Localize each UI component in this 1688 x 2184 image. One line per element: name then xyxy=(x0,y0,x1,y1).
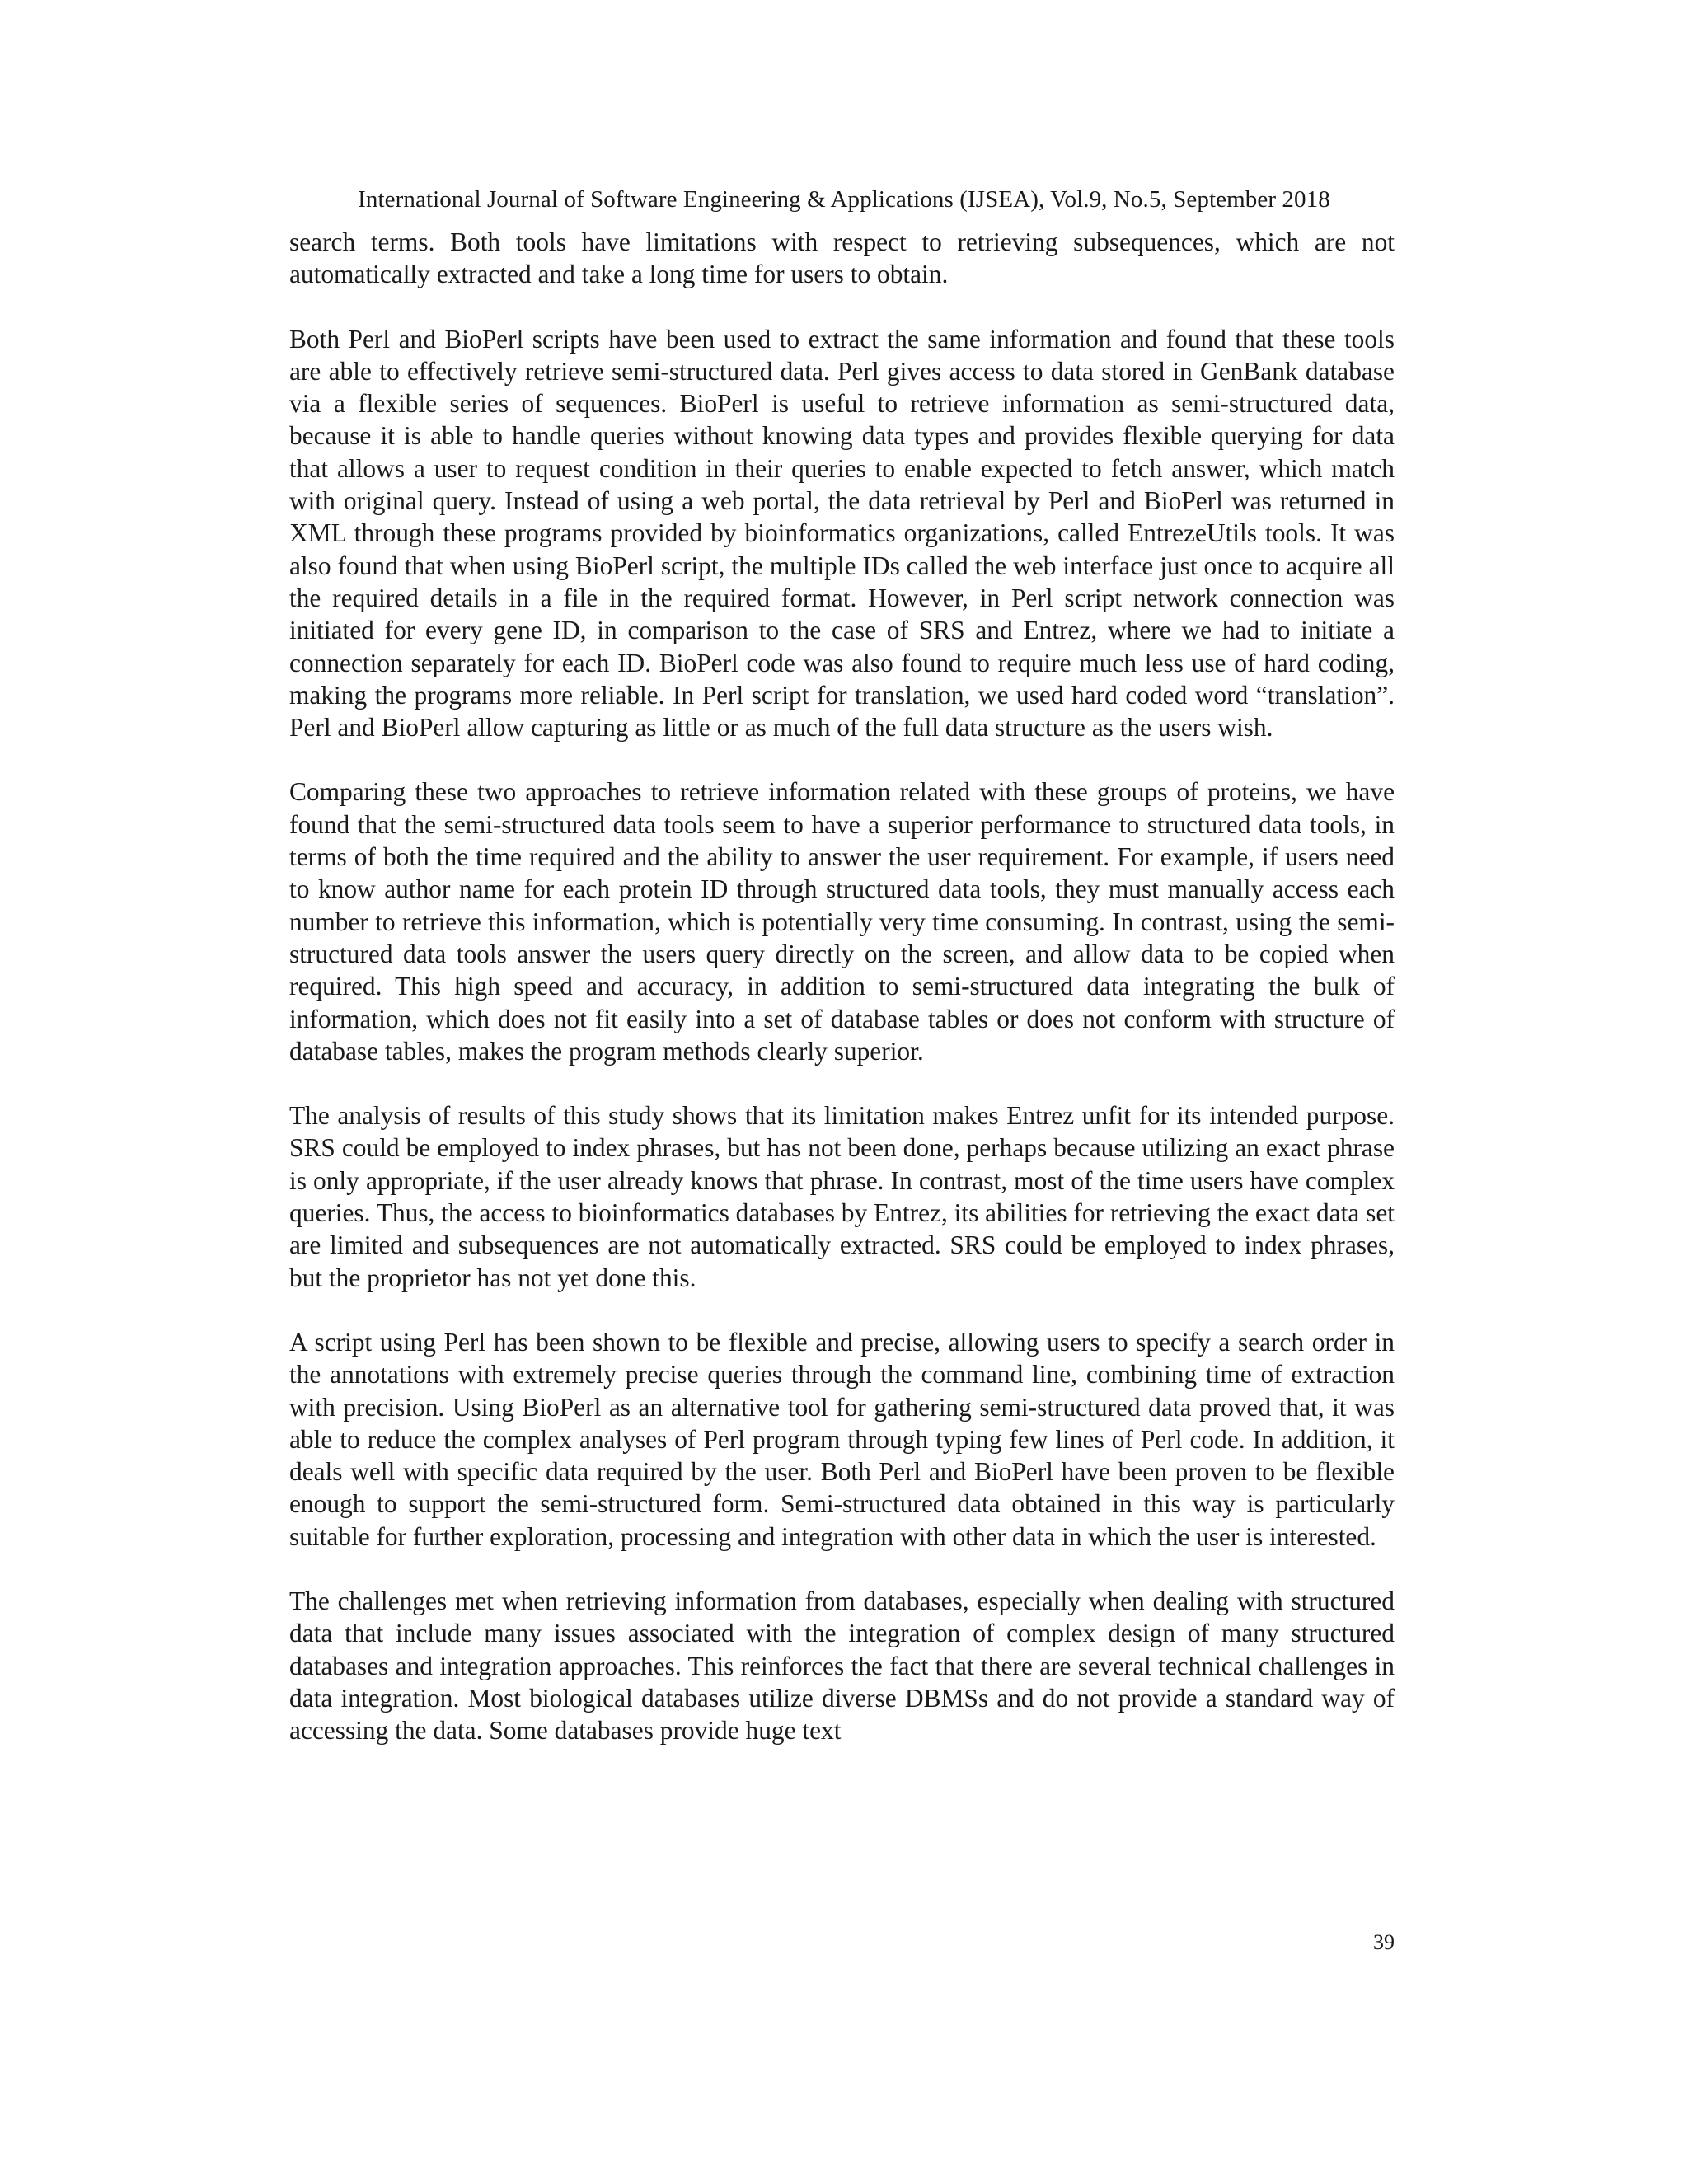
body-text xyxy=(289,226,1395,1746)
paragraph-perl-script-flexibility: A script using Perl has been shown to be flexible and precise, allowing users to specify a search order in the annotations with extremely precise queries through the command line, combining time of extraction with precision. Using BioPerl as an alternative tool for gathering semi-structured data proved that, it was able to reduce the complex analyses of Perl program through typing few lines of Perl code. In addition, it deals well with specific data required by the user. Both Perl and BioPerl have been proven to be flexible enough to support the semi-structured form. Semi-structured data obtained in this way is particularly suitable for further exploration, processing and integration with other data in which the user is interested. xyxy=(289,1327,1395,1551)
paragraph-continuation: search terms. Both tools have limitations with respect to retrieving subsequences, which are not automatically extracted and take a long time for users to obtain. xyxy=(289,227,1395,289)
page-number: 39 xyxy=(1373,1930,1395,1954)
paragraph-perl-bioperl-scripts: Both Perl and BioPerl scripts have been used to extract the same information and found that these tools are able to effectively retrieve semi-structured data. Perl gives access to data stored in GenBank database via a flexible series of sequences. BioPerl is useful to retrieve information as semi-structured data, because it is able to handle queries without knowing data types and provides flexible querying for data that allows a user to request condition in their queries to enable expected to fetch answer, which match with original query. Instead of using a web portal, the data retrieval by Perl and BioPerl was returned in XML through these programs provided by bioinformatics organizations, called EntrezeUtils tools. It was also found that when using BioPerl script, the multiple IDs called the web interface just once to acquire all the required details in a file in the required format. However, in Perl script network connection was initiated for every gene ID, in comparison to the case of SRS and Entrez, where we had to initiate a connection separately for each ID. BioPerl code was also found to require much less use of hard coding, making the programs more reliable. In Perl script for translation, we used hard coded word “translation”. Perl and BioPerl allow capturing as little or as much of the full data structure as the users wish. xyxy=(289,324,1395,743)
journal-header: International Journal of Software Engineering & Applications (IJSEA), Vol.9, No.5, September 2018 xyxy=(358,186,1330,213)
paragraph-comparing-approaches: Comparing these two approaches to retrieve information related with these groups of proteins, we have found that the semi-structured data tools seem to have a superior performance to structured data tools, in terms of both the time required and the ability to answer the user requirement. For example, if users need to know author name for each protein ID through structured data tools, they must manually access each number to retrieve this information, which is potentially very time consuming. In contrast, using the semi-structured data tools answer the users query directly on the screen, and allow data to be copied when required. This high speed and accuracy, in addition to semi-structured data integrating the bulk of information, which does not fit easily into a set of database tables or does not conform with structure of database tables, makes the program methods clearly superior. xyxy=(289,777,1395,1066)
paragraph-retrieval-challenges: The challenges met when retrieving information from databases, especially when dealing with structured data that include many issues associated with the integration of complex design of many structured databases and integration approaches. This reinforces the fact that there are several technical challenges in data integration. Most biological databases utilize diverse DBMSs and do not provide a standard way of accessing the data. Some databases provide huge text xyxy=(289,1586,1395,1746)
paragraph-entrez-analysis: The analysis of results of this study shows that its limitation makes Entrez unfit for its intended purpose. SRS could be employed to index phrases, but has not been done, perhaps because utilizing an exact phrase is only appropriate, if the user already knows that phrase. In contrast, most of the time users have complex queries. Thus, the access to bioinformatics databases by Entrez, its abilities for retrieving the exact data set are limited and subsequences are not automatically extracted. SRS could be employed to index phrases, but the proprietor has not yet done this. xyxy=(289,1101,1395,1292)
